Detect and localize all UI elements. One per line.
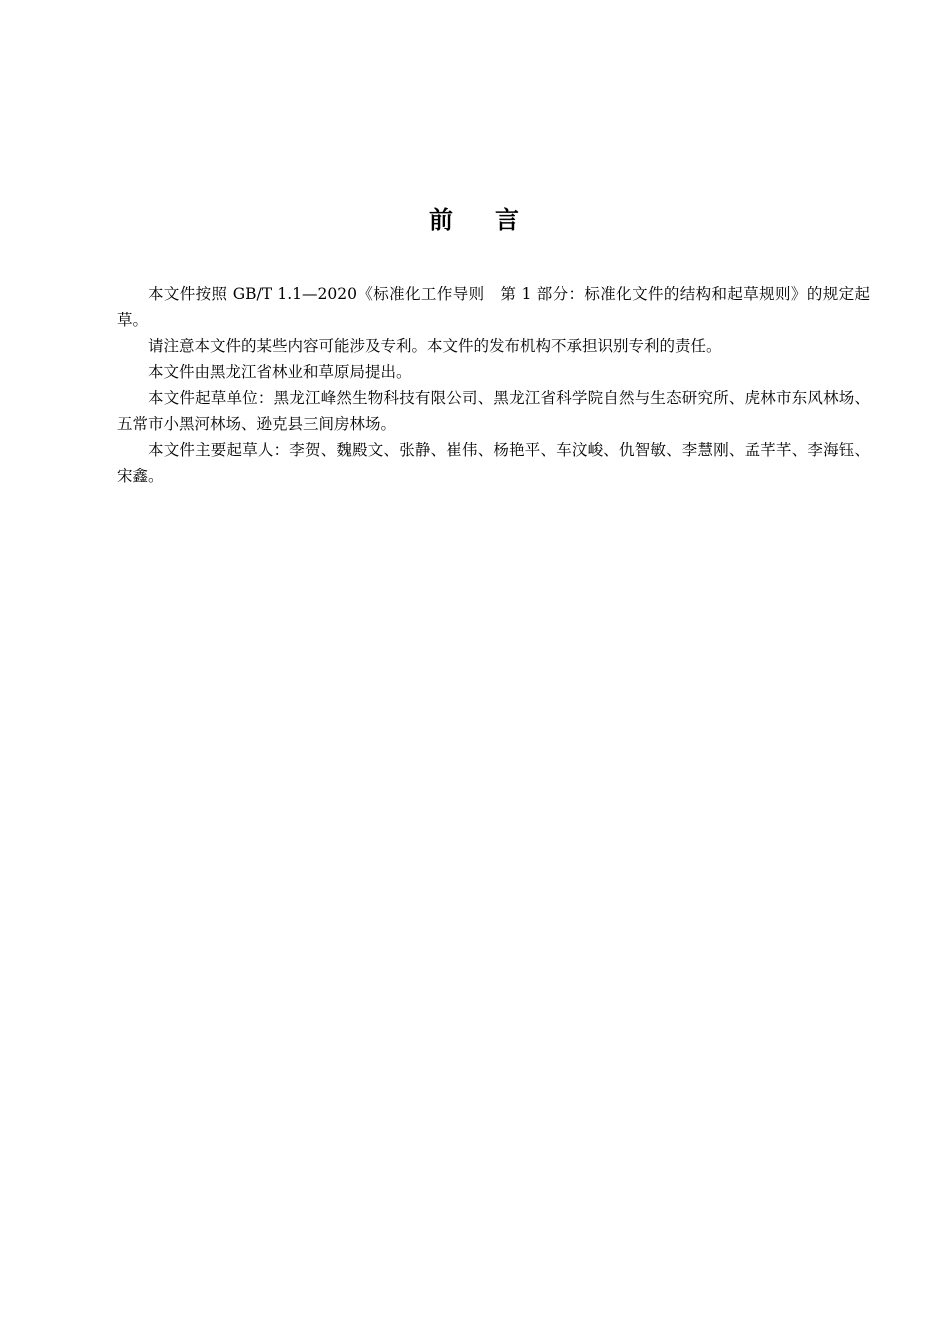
paragraph-drafting-units: 本文件起草单位：黑龙江峰然生物科技有限公司、黑龙江省科学院自然与生态研究所、虎林市东风林场、五常市小黑河林场、逊克县三间房林场。 xyxy=(117,389,870,433)
paragraph-drafting-rules: 本文件按照 GB/T 1.1—2020《标准化工作导则 第 1 部分：标准化文件的结构和起草规则》的规定起草。 xyxy=(117,285,870,329)
paragraph-drafters: 本文件主要起草人：李贺、魏殿文、张静、崔伟、杨艳平、车汶峻、仇智敏、李慧刚、孟芊芊、李海钰、宋鑫。 xyxy=(117,441,870,485)
paragraph-proposer: 本文件由黑龙江省林业和草原局提出。 xyxy=(148,363,412,381)
foreword-title-char-2: 言 xyxy=(495,206,521,234)
foreword-title-char-1: 前 xyxy=(429,206,455,234)
foreword-title xyxy=(0,202,950,238)
paragraph-patent-notice: 请注意本文件的某些内容可能涉及专利。本文件的发布机构不承担识别专利的责任。 xyxy=(148,337,722,355)
foreword-body xyxy=(117,281,870,489)
